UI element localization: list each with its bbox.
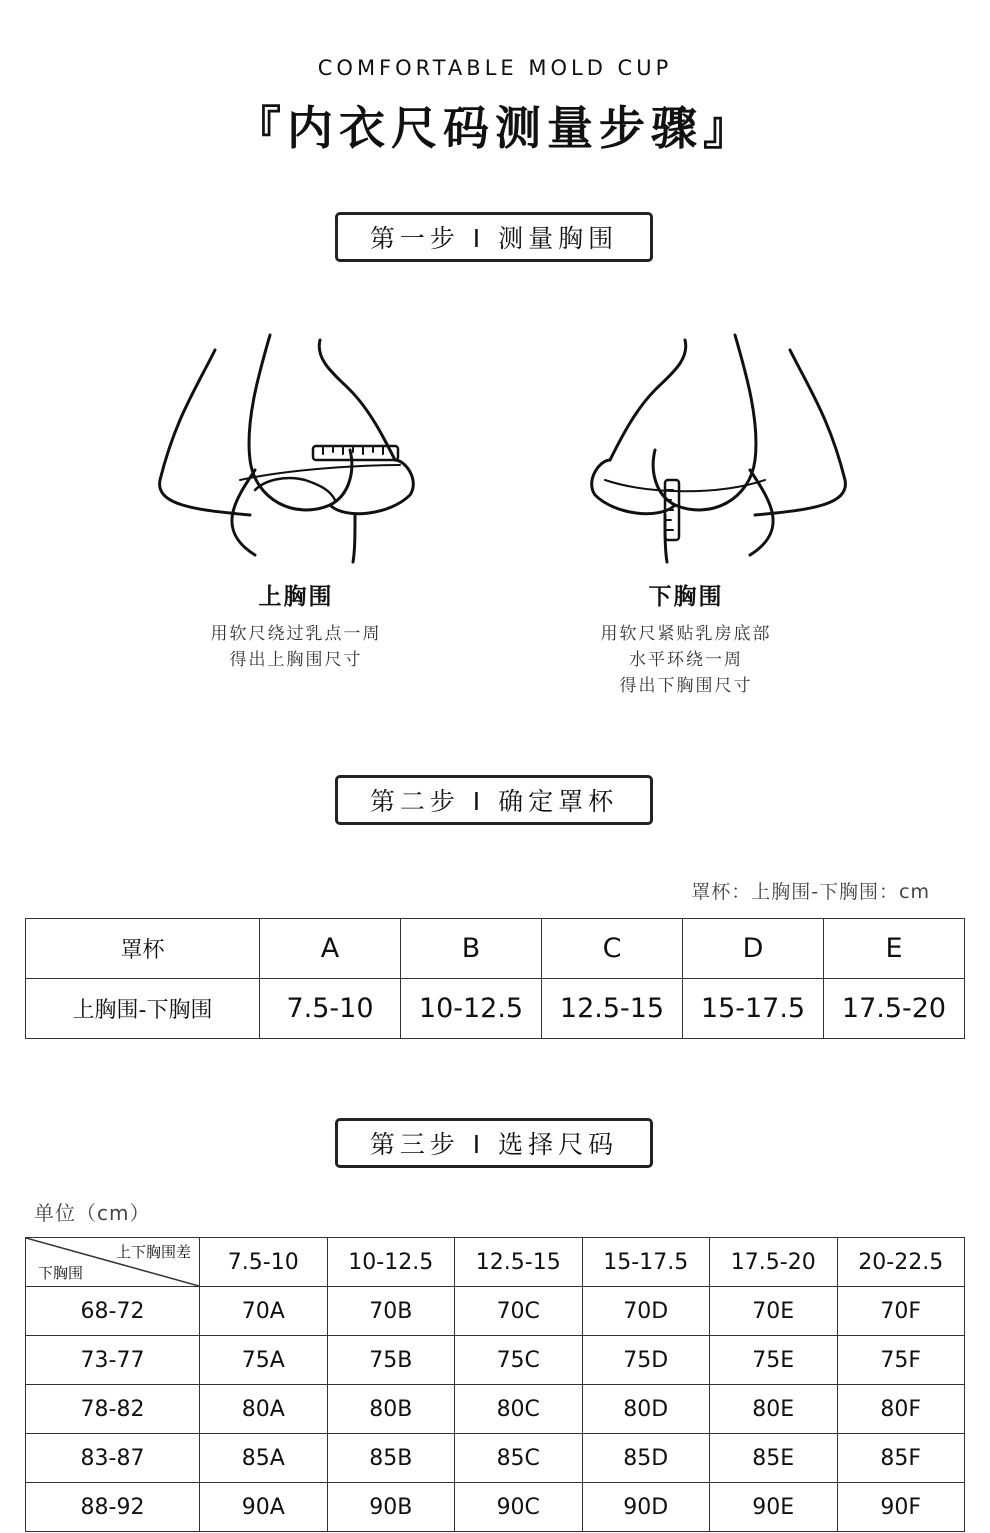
size-col-header: 12.5-15: [455, 1238, 583, 1287]
corner-top-label: 上下胸围差: [115, 1243, 191, 1261]
size-col-header: 20-22.5: [837, 1238, 965, 1287]
cup-range: 17.5-20: [824, 979, 965, 1039]
step3-label: 第三步 I 选择尺码: [335, 1118, 653, 1168]
size-cell: 70F: [837, 1287, 965, 1336]
lower-bust-title: 下胸围: [648, 584, 724, 610]
size-cell: 70C: [455, 1287, 583, 1336]
table-row: [26, 1336, 965, 1385]
size-cell: 80D: [582, 1385, 710, 1434]
cup-table-header-row: [26, 919, 965, 979]
table-row: [26, 1287, 965, 1336]
cup-table: [25, 918, 965, 1039]
cup-letter: D: [683, 919, 824, 979]
page-title: 『内衣尺码测量步骤』: [235, 101, 755, 155]
cup-range: 7.5-10: [260, 979, 401, 1039]
size-cell: 85C: [455, 1434, 583, 1483]
cup-range: 10-12.5: [401, 979, 542, 1039]
size-cell: 90B: [327, 1483, 455, 1532]
cup-table-row-label: 上胸围-下胸围: [26, 979, 260, 1039]
upper-bust-title: 上胸围: [258, 584, 334, 610]
cup-range: 12.5-15: [542, 979, 683, 1039]
lower-bust-desc-line3: 得出下胸围尺寸: [619, 676, 753, 696]
upper-bust-desc-line1: 用软尺绕过乳点一周: [210, 624, 382, 644]
size-cell: 85D: [582, 1434, 710, 1483]
unit-label: 单位（cm）: [34, 1201, 151, 1225]
upper-bust-desc-line2: 得出上胸围尺寸: [229, 650, 363, 670]
size-cell: 90A: [200, 1483, 328, 1532]
cup-letter: A: [260, 919, 401, 979]
size-cell: 80B: [327, 1385, 455, 1434]
upper-bust-illustration: [155, 330, 425, 565]
size-cell: 85A: [200, 1434, 328, 1483]
band-label: 88-92: [26, 1483, 200, 1532]
size-col-header: 17.5-20: [710, 1238, 838, 1287]
lower-bust-desc-line1: 用软尺紧贴乳房底部: [600, 624, 772, 644]
size-cell: 85B: [327, 1434, 455, 1483]
size-cell: 70A: [200, 1287, 328, 1336]
size-table: [25, 1237, 965, 1532]
cup-range: 15-17.5: [683, 979, 824, 1039]
size-cell: 90D: [582, 1483, 710, 1532]
subtitle-english: COMFORTABLE MOLD CUP: [317, 56, 673, 80]
lower-bust-illustration: [580, 330, 850, 565]
size-col-header: 10-12.5: [327, 1238, 455, 1287]
size-cell: 85E: [710, 1434, 838, 1483]
size-table-header-row: [26, 1238, 965, 1287]
size-cell: 90C: [455, 1483, 583, 1532]
size-cell: 80F: [837, 1385, 965, 1434]
size-cell: 70E: [710, 1287, 838, 1336]
size-cell: 90F: [837, 1483, 965, 1532]
cup-letter: C: [542, 919, 683, 979]
table-row: [26, 1483, 965, 1532]
size-cell: 90E: [710, 1483, 838, 1532]
band-label: 83-87: [26, 1434, 200, 1483]
lower-bust-desc-line2: 水平环绕一周: [629, 650, 743, 670]
table-row: [26, 1434, 965, 1483]
size-col-header: 15-17.5: [582, 1238, 710, 1287]
size-cell: 75E: [710, 1336, 838, 1385]
size-cell: 85F: [837, 1434, 965, 1483]
cup-letter: B: [401, 919, 542, 979]
size-cell: 75D: [582, 1336, 710, 1385]
table-row: [26, 1385, 965, 1434]
size-cell: 80C: [455, 1385, 583, 1434]
size-table-corner: [26, 1238, 200, 1287]
step2-label: 第二步 I 确定罩杯: [335, 775, 653, 825]
size-cell: 75C: [455, 1336, 583, 1385]
size-cell: 80A: [200, 1385, 328, 1434]
upper-bust-desc: [146, 621, 446, 673]
cup-table-header-label: 罩杯: [26, 919, 260, 979]
band-label: 73-77: [26, 1336, 200, 1385]
size-cell: 75F: [837, 1336, 965, 1385]
band-label: 68-72: [26, 1287, 200, 1336]
size-cell: 75B: [327, 1336, 455, 1385]
size-cell: 75A: [200, 1336, 328, 1385]
size-cell: 70B: [327, 1287, 455, 1336]
step1-label: 第一步 I 测量胸围: [335, 212, 653, 262]
size-cell: 70D: [582, 1287, 710, 1336]
band-label: 78-82: [26, 1385, 200, 1434]
lower-bust-desc: [536, 621, 836, 699]
cup-formula-note: 罩杯：上胸围-下胸围：cm: [691, 881, 930, 903]
size-col-header: 7.5-10: [200, 1238, 328, 1287]
size-cell: 80E: [710, 1385, 838, 1434]
cup-letter: E: [824, 919, 965, 979]
corner-bottom-label: 下胸围: [38, 1264, 84, 1282]
cup-table-range-row: [26, 979, 965, 1039]
